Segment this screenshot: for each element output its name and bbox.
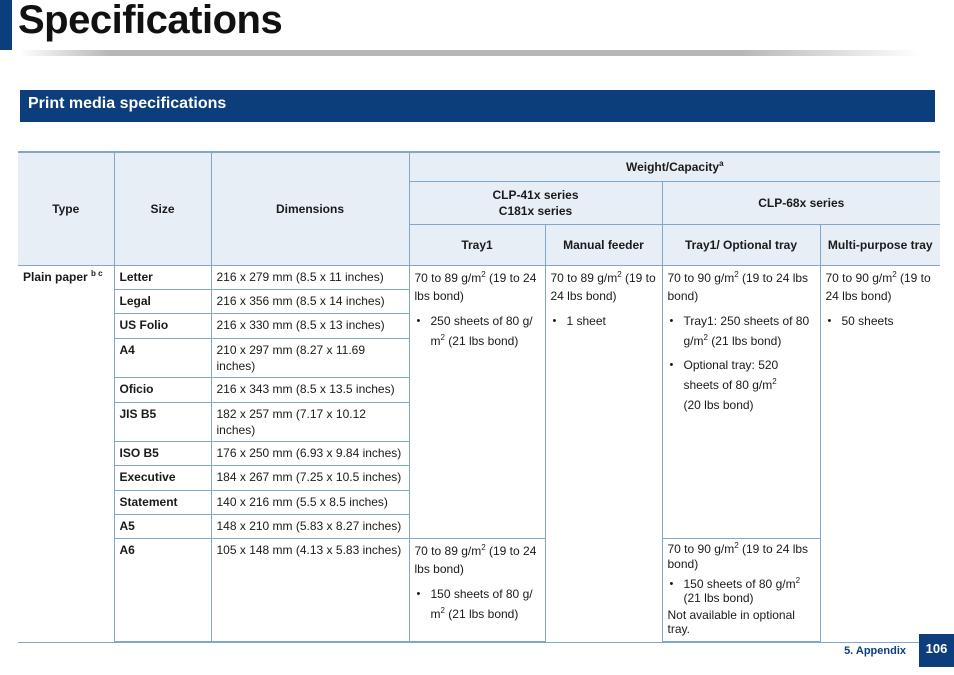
weight-text: 70 to 89 g/m: [550, 270, 618, 285]
dimensions-cell: 210 x 297 mm (8.27 x 11.69 inches): [211, 338, 409, 377]
size-cell: A6: [114, 538, 211, 642]
capacity-text: 250 sheets of 80 g/ m: [430, 313, 533, 348]
superscript: 2: [772, 376, 777, 386]
list-item: [668, 311, 815, 351]
size-cell: Statement: [114, 490, 211, 514]
weight-text-tail: (19 to 24 lbs bond): [550, 270, 656, 303]
footer-chapter: 5. Appendix: [844, 645, 906, 657]
dimensions-cell: 140 x 216 mm (5.5 x 8.5 inches): [211, 490, 409, 514]
weight-text-tail: (19 to 24 lbs bond): [667, 270, 809, 303]
column-header-size: Size: [114, 152, 211, 265]
column-header-series-68x: CLP-68x series: [662, 181, 940, 224]
column-header-type: Type: [18, 152, 114, 265]
dimensions-cell: 184 x 267 mm (7.25 x 10.5 inches): [211, 465, 409, 490]
superscript: 2: [795, 575, 801, 585]
weight-text-tail: (19 to 24 lbs bond): [825, 270, 931, 303]
capacity-text: 150 sheets of 80 g/ m: [430, 586, 533, 621]
table-row: [18, 265, 940, 289]
multipurpose-capacity-cell: [820, 265, 940, 642]
weight-text: 70 to 90 g/m: [667, 270, 735, 285]
dimensions-cell: 216 x 279 mm (8.5 x 11 inches): [211, 265, 409, 289]
size-cell: Legal: [114, 289, 211, 313]
size-cell: A5: [114, 514, 211, 538]
series-41x-line1: CLP-41x series: [492, 187, 579, 202]
capacity-text: Tray1: 250 sheets of 80 g/m: [683, 313, 810, 348]
size-cell: US Folio: [114, 313, 211, 338]
superscript: 2: [481, 269, 486, 279]
superscript: 2: [734, 540, 739, 550]
column-header-tray1: Tray1: [409, 224, 545, 265]
superscript: 2: [734, 269, 739, 279]
dimensions-cell: 216 x 343 mm (8.5 x 13.5 inches): [211, 377, 409, 402]
list-item: • 1 sheet: [551, 311, 657, 331]
footnote-marker: a: [719, 158, 724, 168]
list-item: [668, 577, 815, 605]
size-cell: ISO B5: [114, 441, 211, 465]
type-label: Plain paper: [23, 269, 88, 284]
superscript: 2: [617, 269, 622, 279]
capacity-text: Optional tray: 520 sheets of 80 g/m: [683, 357, 779, 392]
tray1-optional-a6-capacity-cell: [662, 538, 820, 642]
superscript: 2: [440, 332, 445, 342]
capacity-text-tail: (21 lbs bond): [444, 333, 519, 348]
page-title: Specifications: [18, 0, 283, 42]
type-cell: [18, 265, 114, 642]
size-cell: JIS B5: [114, 402, 211, 441]
size-cell: Letter: [114, 265, 211, 289]
capacity-text-tail: (21 lbs bond): [683, 590, 754, 605]
size-cell: A4: [114, 338, 211, 377]
table-row: [18, 538, 940, 642]
superscript: 2: [440, 605, 445, 615]
tray1-optional-capacity-cell: [662, 265, 820, 538]
availability-note: Not available in optional tray.: [667, 607, 795, 636]
weight-text-tail: (19 to 24 lbs bond): [667, 541, 809, 571]
tray1-capacity-cell: [409, 265, 545, 538]
weight-text: 70 to 89 g/m: [414, 543, 482, 558]
list-item: [668, 355, 815, 415]
column-header-tray1-optional: Tray1/ Optional tray: [662, 224, 820, 265]
column-header-weight-capacity: [409, 152, 940, 181]
header-accent-bar: [0, 0, 12, 50]
weight-text-tail: (19 to 24 lbs bond): [414, 543, 537, 576]
tray1-a6-capacity-cell: [409, 538, 545, 642]
size-cell: Executive: [114, 465, 211, 490]
print-media-table: [18, 151, 940, 643]
weight-text: 70 to 90 g/m: [825, 270, 893, 285]
type-footnotes: b c: [91, 268, 103, 278]
section-title: Print media specifications: [28, 95, 227, 112]
weight-text: 70 to 90 g/m: [667, 541, 735, 556]
column-header-manual-feeder: Manual feeder: [545, 224, 662, 265]
weight-text: 70 to 89 g/m: [414, 270, 482, 285]
series-41x-line2: C181x series: [498, 203, 573, 218]
section-header: [20, 90, 935, 122]
capacity-text: 150 sheets of 80 g/m: [683, 576, 796, 591]
title-divider: [20, 50, 920, 56]
manual-feeder-capacity-cell: [545, 265, 662, 642]
weight-capacity-label: Weight/Capacity: [625, 159, 720, 174]
dimensions-cell: 182 x 257 mm (7.17 x 10.12 inches): [211, 402, 409, 441]
dimensions-cell: 148 x 210 mm (5.83 x 8.27 inches): [211, 514, 409, 538]
superscript: 2: [703, 332, 708, 342]
capacity-text-tail: (21 lbs bond): [707, 333, 782, 348]
list-item: [415, 311, 540, 351]
page-number: 106: [919, 634, 954, 667]
capacity-text-tail: (21 lbs bond): [444, 606, 519, 621]
capacity-text-tail: (20 lbs bond): [683, 397, 754, 412]
superscript: 2: [892, 269, 897, 279]
dimensions-cell: 105 x 148 mm (4.13 x 5.83 inches): [211, 538, 409, 642]
list-item: [415, 584, 540, 624]
dimensions-cell: 176 x 250 mm (6.93 x 9.84 inches): [211, 441, 409, 465]
superscript: 2: [481, 542, 486, 552]
weight-text-tail: (19 to 24 lbs bond): [414, 270, 537, 303]
column-header-series-41x: [409, 181, 662, 224]
dimensions-cell: 216 x 356 mm (8.5 x 14 inches): [211, 289, 409, 313]
dimensions-cell: 216 x 330 mm (8.5 x 13 inches): [211, 313, 409, 338]
column-header-multipurpose: Multi-purpose tray: [820, 224, 940, 265]
size-cell: Oficio: [114, 377, 211, 402]
column-header-dimensions: Dimensions: [211, 152, 409, 265]
list-item: • 50 sheets: [826, 311, 936, 331]
